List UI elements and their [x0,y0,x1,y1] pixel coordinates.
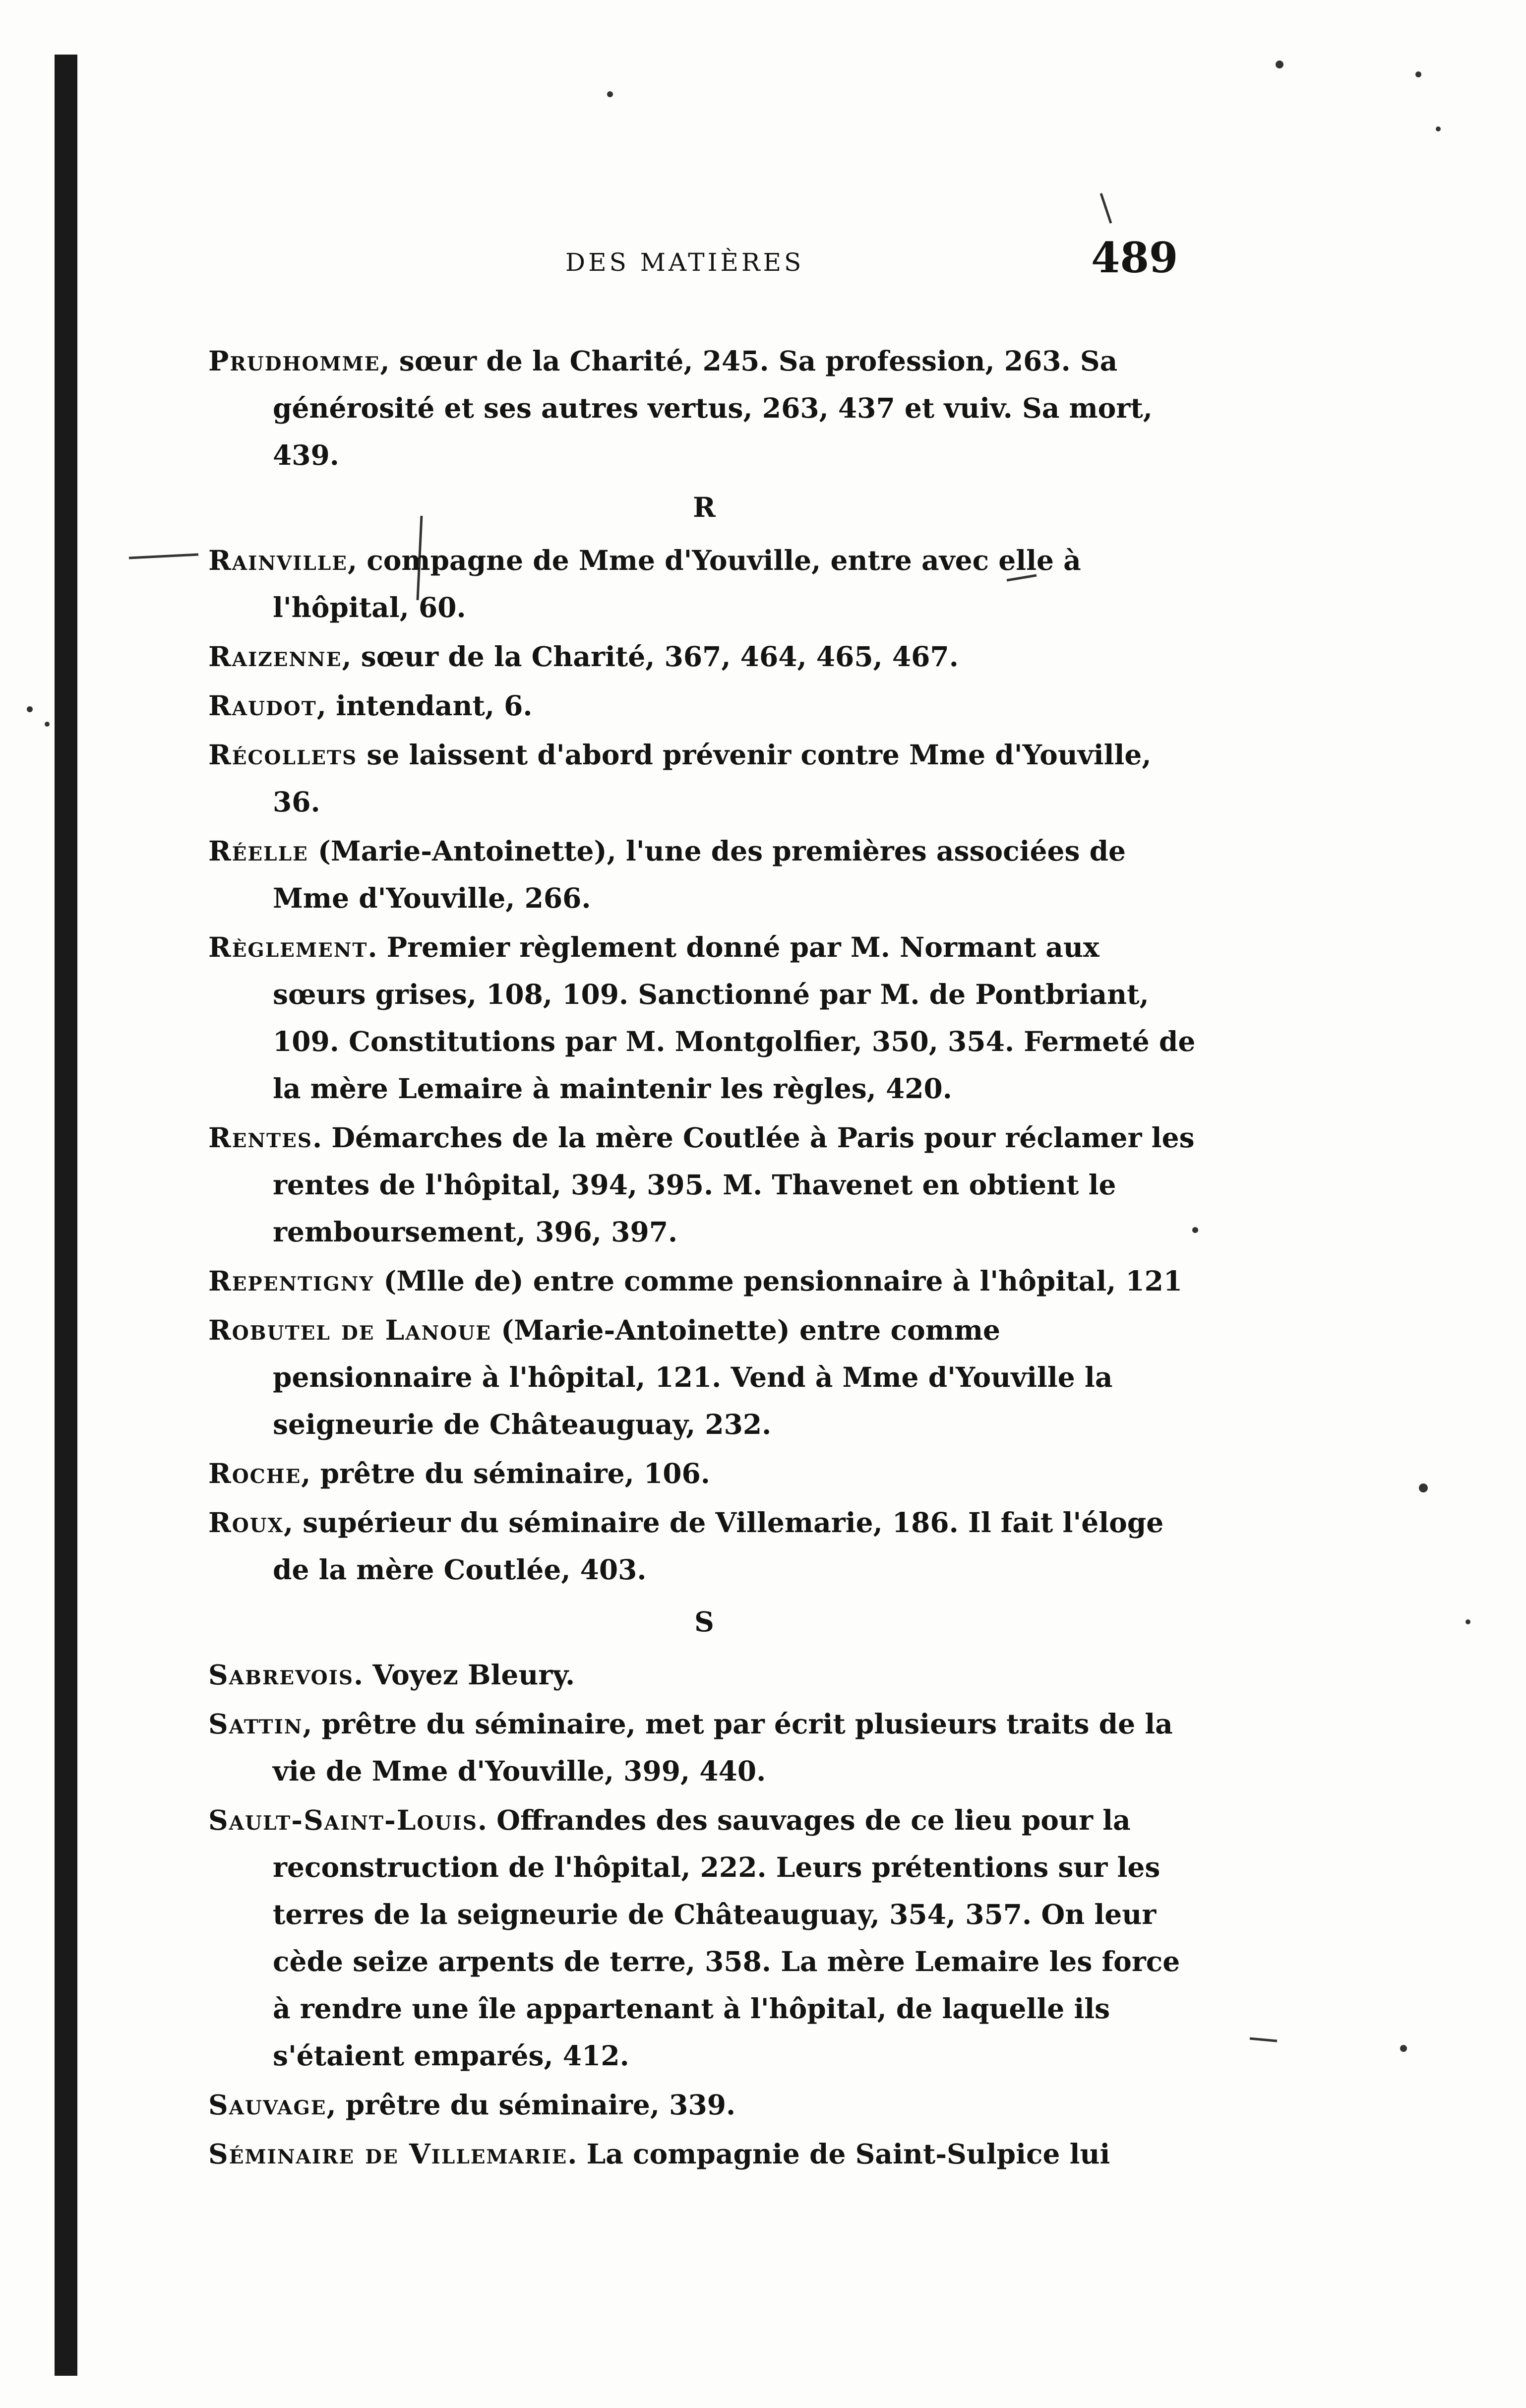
entry-text: (Mlle de) entre comme pensionnaire à l'hôpital, 121 [374,1265,1183,1297]
section-letter: S [694,1605,714,1638]
index-entry [208,682,1200,729]
entry-headword: Sabrevois [208,1659,354,1691]
index-entry [208,731,1200,825]
entry-text: . Offrandes des sauvages de ce lieu pour la reconstruction de l'hôpital, 222. Leurs prétentions sur les terres de la seigneurie de Châteauguay, 354, 357. On leur cède seize arpents de terre, 358. La mère Lemaire les force à rendre une île appartenant à l'hôpital, de laquelle ils s'étaient emparés, 412. [273,1804,1180,2072]
entry-text: , sœur de la Charité, 245. Sa profession, 263. Sa générosité et ses autres vertus, 263, 437 et vuiv. Sa mort, 439. [273,345,1153,471]
running-head: DES MATIÈRES [565,248,804,277]
entry-headword: Raudot [208,689,317,722]
entry-headword: Rentes [208,1121,312,1154]
entry-headword: Roux [208,1506,284,1539]
entry-headword: Sauvage [208,2089,327,2121]
entry-text: . La compagnie de Saint-Sulpice lui [567,2138,1110,2170]
entry-text: (Marie-Antoinette) entre comme pensionnaire à l'hôpital, 121. Vend à Mme d'Youville la seigneurie de Châteauguay, 232. [273,1314,1113,1440]
index-column [208,337,1200,2179]
index-entry [208,1651,1200,1698]
entry-text: . Démarches de la mère Coutlée à Paris pour réclamer les rentes de l'hôpital, 394, 395. M. Thavenet en obtient le remboursement, 396, 397. [273,1121,1195,1248]
entry-headword: Raizenne [208,640,342,673]
entry-text: (Marie-Antoinette), l'une des premières associées de Mme d'Youville, 266. [273,835,1126,914]
entry-headword: Rainville [208,544,348,576]
entry-headword: Repentigny [208,1265,374,1297]
index-entry [208,1450,1200,1497]
entry-text: se laissent d'abord prévenir contre Mme d'Youville, 36. [273,739,1152,818]
index-entry [208,537,1200,631]
index-entry [208,2081,1200,2128]
entry-text: . Premier règlement donné par M. Normant aux sœurs grises, 108, 109. Sanctionné par M. de Pontbriant, 109. Constitutions par M. Montgolfier, 350, 354. Fermeté de la mère Lemaire à maintenir les règles, 420. [273,931,1196,1105]
entry-headword: Règlement [208,931,368,963]
entry-text: , sœur de la Charité, 367, 464, 465, 467. [342,640,959,673]
index-entry [208,924,1200,1112]
index-entry [208,2130,1200,2177]
entry-text: , prêtre du séminaire, 106. [301,1457,710,1489]
section-letter: R [693,491,716,523]
entry-headword: Séminaire de Villemarie [208,2138,568,2170]
entry-headword: Prudhomme [208,345,380,377]
index-entry [208,633,1200,680]
entry-headword: Roche [208,1457,302,1489]
index-entry [208,827,1200,922]
index-entry [208,1700,1200,1794]
entry-headword: Récollets [208,739,358,771]
index-entry [208,1257,1200,1304]
entry-headword: Réelle [208,835,308,867]
entry-headword: Sault-Saint-Louis [208,1804,478,1836]
index-entry [208,1306,1200,1448]
index-entry [208,337,1200,479]
entry-text: , prêtre du séminaire, 339. [326,2089,736,2121]
index-entry [208,1499,1200,1593]
entry-text: . Voyez Bleury. [354,1659,575,1691]
entry-text: , intendant, 6. [316,689,533,722]
entry-headword: Robutel de Lanoue [208,1314,491,1346]
index-entry [208,1114,1200,1255]
entry-text: , compagne de Mme d'Youville, entre avec elle à l'hôpital, 60. [273,544,1081,623]
page-number: 489 [1091,233,1178,282]
index-entry [208,1796,1200,2079]
entry-text: , prêtre du séminaire, met par écrit plusieurs traits de la vie de Mme d'Youville, 399, 440. [273,1708,1173,1787]
entry-headword: Sattin [208,1708,303,1740]
entry-text: , supérieur du séminaire de Villemarie, 186. Il fait l'éloge de la mère Coutlée, 403. [273,1506,1164,1586]
